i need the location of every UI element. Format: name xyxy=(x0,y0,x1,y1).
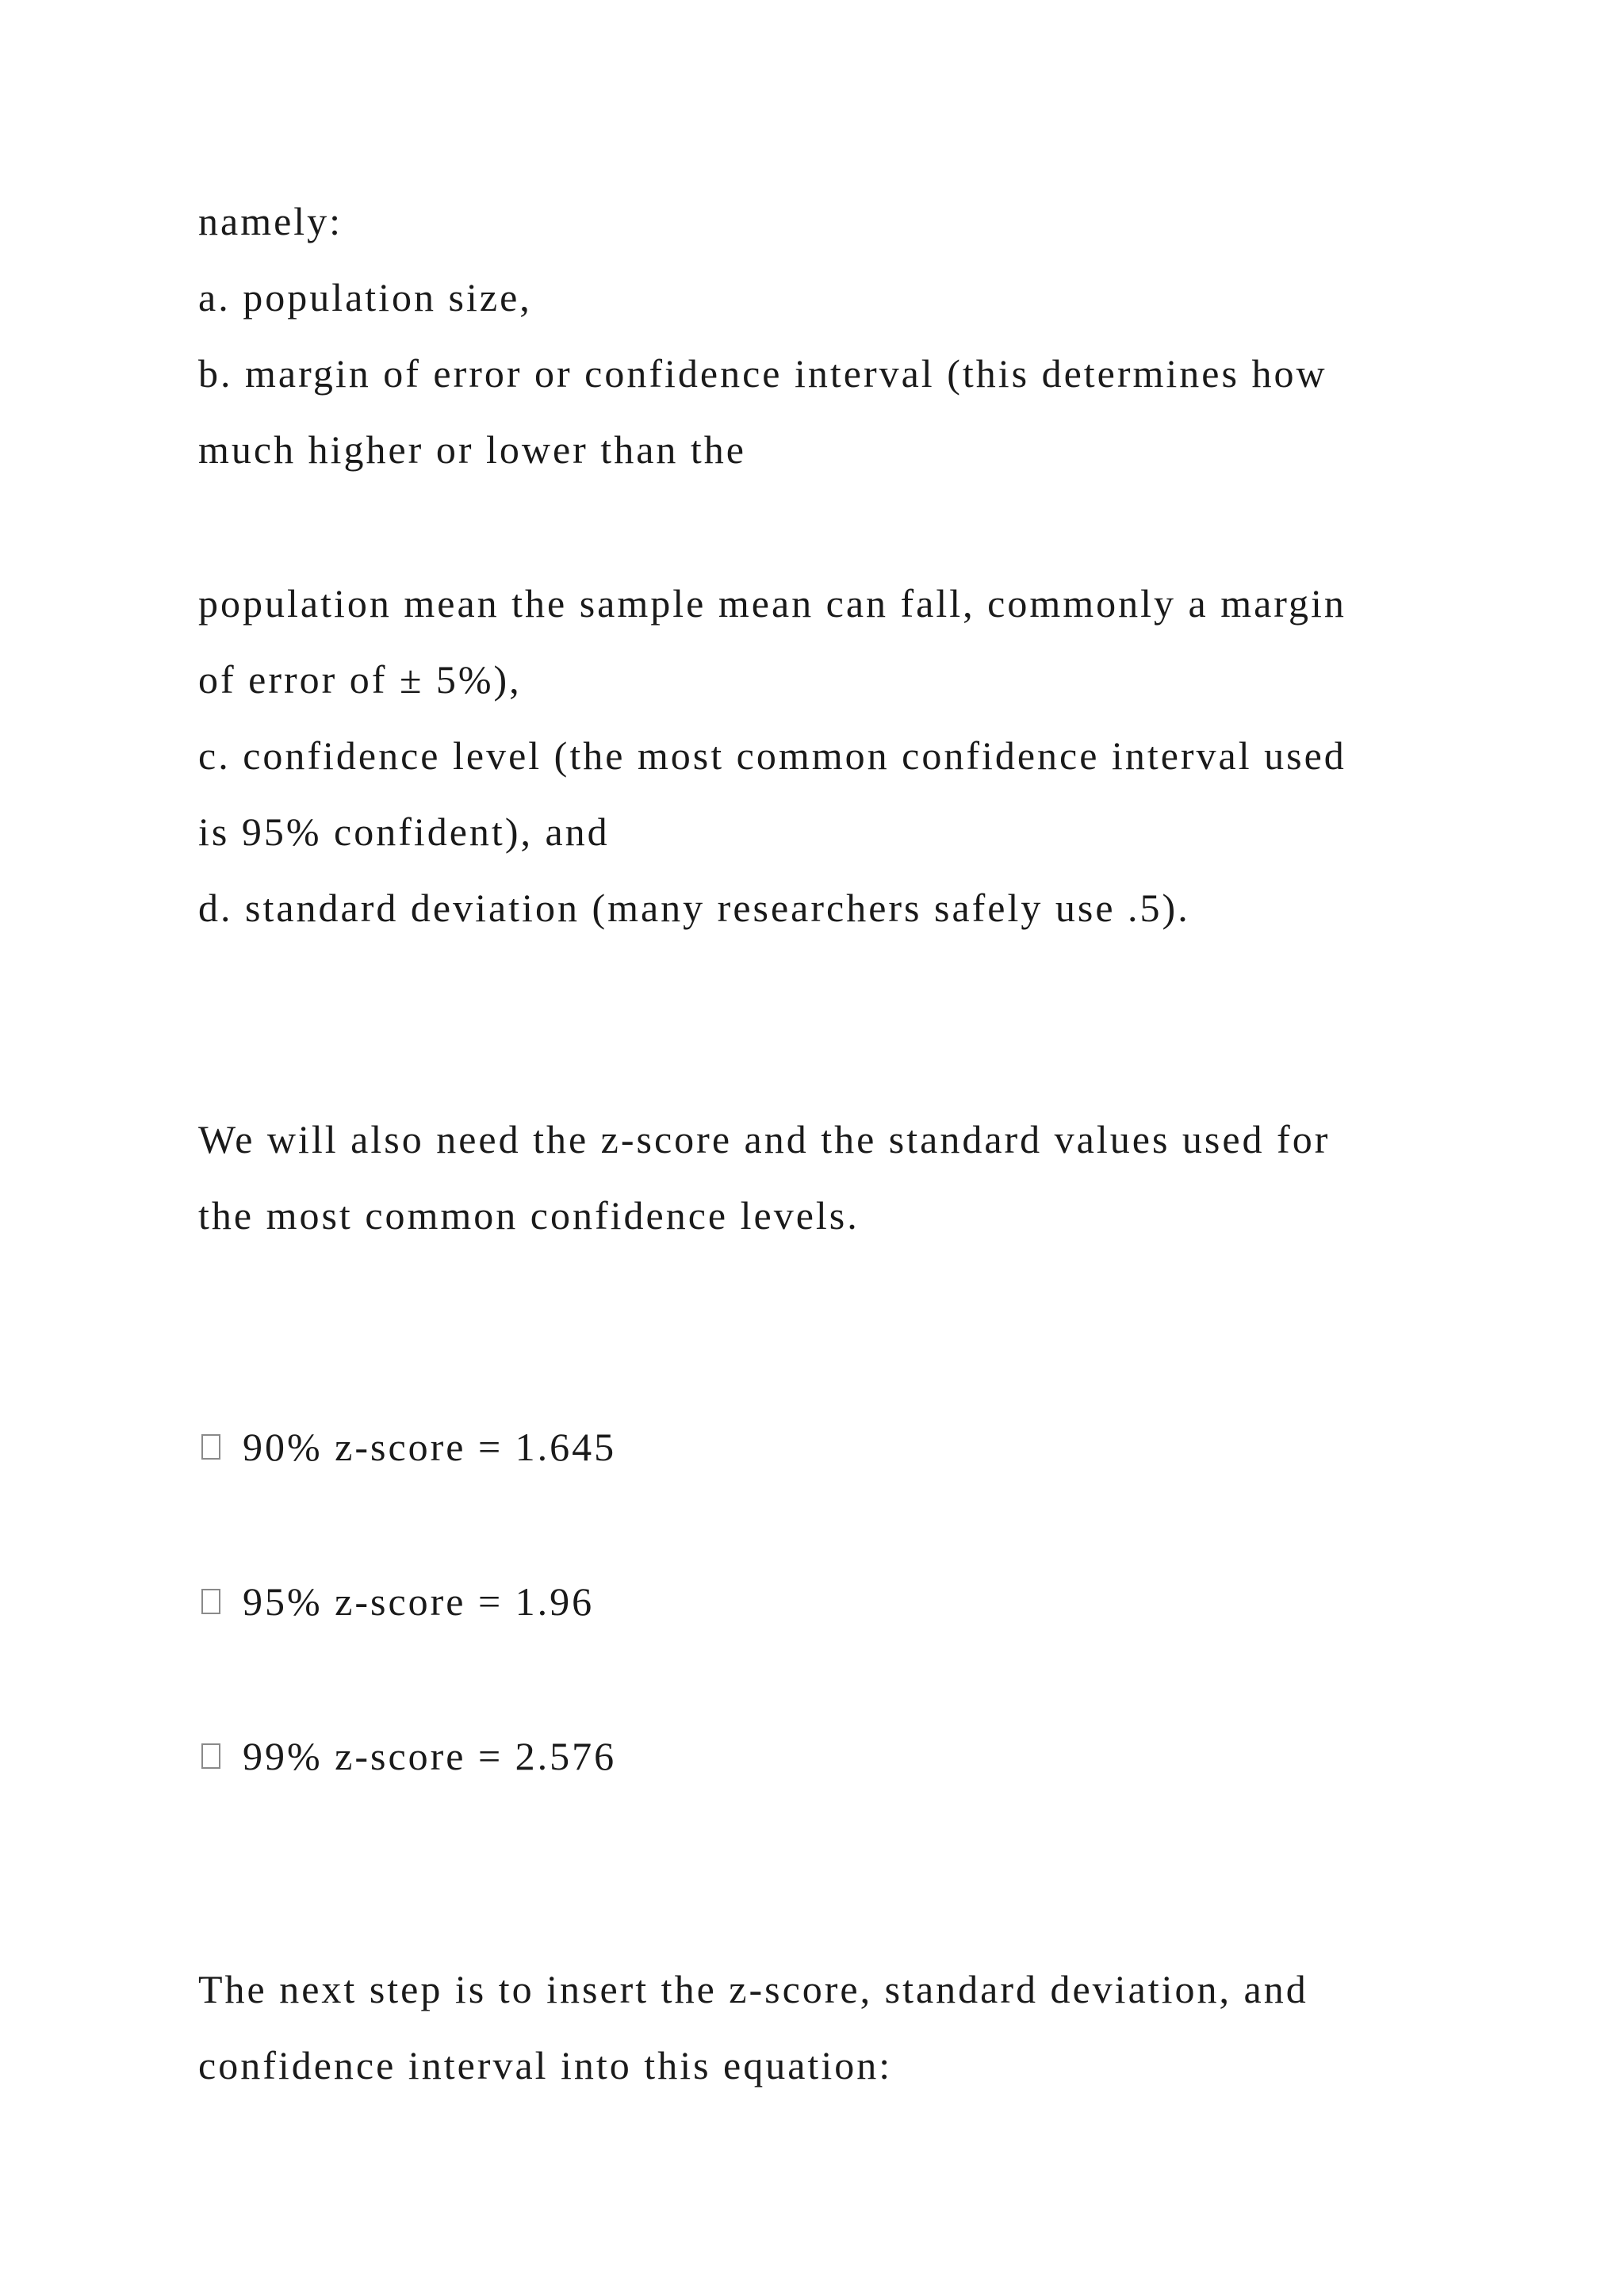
zscore-intro-line-1: We will also need the z-score and the standard values used for xyxy=(198,1117,1331,1161)
zscore-item-text: 90% z-score = 1.645 xyxy=(243,1425,617,1469)
list-item-margin-of-error-cont: much higher or lower than the xyxy=(198,427,746,472)
intro-text: namely: xyxy=(198,199,343,243)
list-item-population-size: a. population size, xyxy=(198,275,532,320)
list-item-margin-of-error: b. margin of error or confidence interval (this determines how xyxy=(198,351,1327,396)
bullet-box-icon xyxy=(201,1589,220,1614)
bullet-box-icon xyxy=(201,1434,220,1460)
list-item-margin-of-error-cont3: of error of ± 5%), xyxy=(198,657,522,702)
next-step-line-1: The next step is to insert the z-score, standard deviation, and xyxy=(198,1967,1308,2011)
zscore-intro-line-2: the most common confidence levels. xyxy=(198,1193,860,1238)
bullet-box-icon xyxy=(201,1743,220,1769)
list-item-margin-of-error-cont2: population mean the sample mean can fall, commonly a margin xyxy=(198,581,1346,626)
zscore-item-95 xyxy=(201,1579,595,1624)
next-step-line-2: confidence interval into this equation: xyxy=(198,2043,893,2087)
list-item-confidence-level-cont: is 95% confident), and xyxy=(198,809,610,854)
list-item-standard-deviation: d. standard deviation (many researchers safely use .5). xyxy=(198,886,1190,930)
zscore-item-text: 99% z-score = 2.576 xyxy=(243,1734,617,1778)
list-item-confidence-level: c. confidence level (the most common confidence interval used xyxy=(198,733,1346,778)
zscore-item-90 xyxy=(201,1427,616,1467)
zscore-item-99 xyxy=(201,1736,616,1776)
zscore-item-text: 95% z-score = 1.96 xyxy=(243,1579,595,1624)
